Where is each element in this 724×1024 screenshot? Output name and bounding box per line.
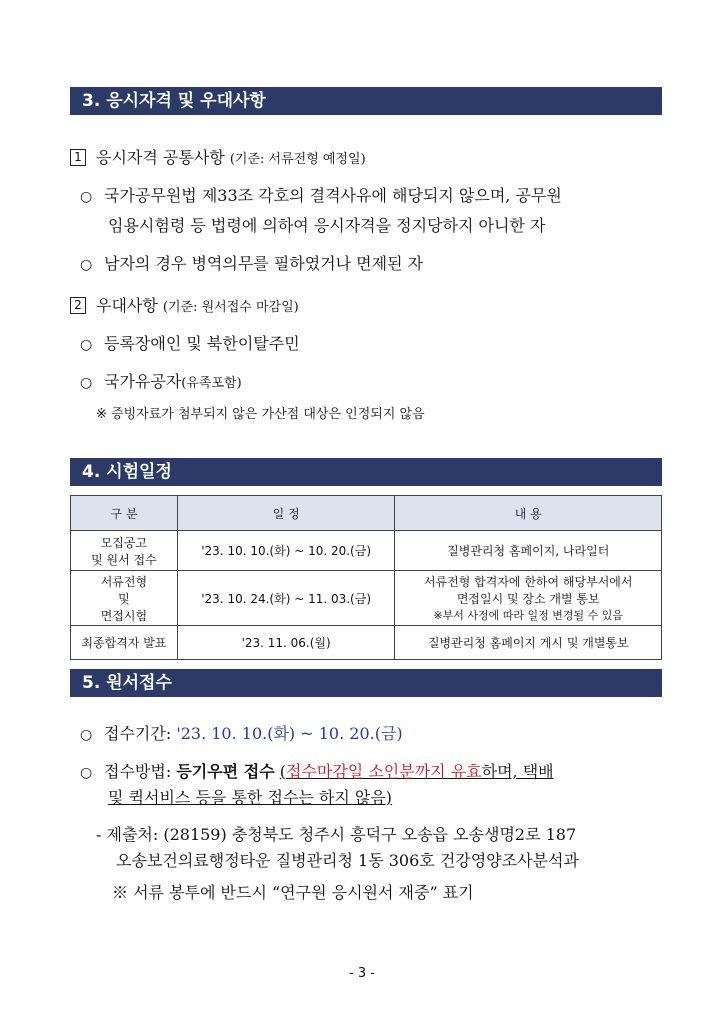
qualification-bullet-1 (80, 183, 562, 206)
table-header-category: 구 분 (71, 496, 178, 531)
category-line: 최종합격자 발표 (81, 636, 167, 650)
bullet-icon: ○ (80, 337, 93, 353)
section-4-title: 4. 시험일정 (82, 462, 172, 482)
category-line: 및 (118, 591, 130, 606)
qualification-title: 응시자격 공통사항 (96, 148, 225, 167)
section-3-header (70, 87, 662, 115)
application-method (80, 759, 554, 782)
preference-remark-text: ※ 증빙자료가 첨부되지 않은 가산점 대상은 인정되지 않음 (96, 407, 425, 422)
section-3-title: 3. 응시자격 및 우대사항 (82, 91, 266, 111)
preference-remark (96, 403, 425, 422)
preference-bullet-2-sub: (유족포함) (181, 376, 242, 391)
preference-note: (기준: 원서접수 마감일) (162, 300, 299, 315)
content-line: ※부서 사정에 따라 일정 변경될 수 있음 (433, 609, 624, 622)
table-header-schedule: 일 정 (177, 496, 395, 531)
envelope-remark (112, 880, 474, 903)
preference-bullet-2-main: 국가유공자 (104, 372, 182, 391)
table-cell-schedule: '23. 10. 24.(화) ~ 11. 03.(금) (177, 571, 395, 626)
application-method-note (280, 762, 554, 781)
table-cell-schedule: '23. 10. 10.(화) ~ 10. 20.(금) (177, 531, 395, 571)
category-line: 및 원서 접수 (91, 552, 157, 567)
item-number-1: 1 (70, 149, 86, 166)
table-cell-category (71, 626, 178, 660)
application-period (80, 721, 403, 744)
item-number-2: 2 (70, 297, 86, 314)
content-line: 서류전형 합격자에 한하여 해당부서에서 (423, 575, 633, 589)
category-line: 면접시험 (100, 608, 148, 623)
category-line: 모집공고 (100, 535, 148, 550)
bullet-icon: ○ (80, 257, 93, 273)
application-period-value: '23. 10. 10.(화) ~ 10. 20.(금) (176, 724, 403, 743)
bullet-icon: ○ (80, 765, 93, 781)
application-method-line2: 및 퀵서비스 등을 통한 접수는 하지 않음) (108, 788, 393, 807)
category-line: 서류전형 (100, 574, 148, 589)
preference-bullet-1-text: 등록장애인 및 북한이탈주민 (104, 334, 300, 353)
table-row (71, 626, 662, 660)
table-header-content: 내 용 (395, 496, 662, 531)
section-4-header (70, 458, 662, 486)
preference-heading (70, 293, 299, 316)
qualification-bullet-1-line2: 임용시험령 등 법령에 의하여 응시자격을 정지당하지 아니한 자 (108, 216, 546, 235)
qualification-heading (70, 145, 366, 168)
preference-title: 우대사항 (96, 296, 158, 315)
qualification-bullet-2-text: 남자의 경우 병역의무를 필하였거나 면제된 자 (104, 254, 424, 273)
submission-address-cont (116, 848, 579, 871)
bullet-icon: ○ (80, 189, 93, 205)
table-header-row (71, 496, 662, 531)
section-5-title: 5. 원서접수 (82, 673, 172, 693)
qualification-bullet-1-cont (108, 213, 545, 236)
application-period-label: 접수기간: (104, 724, 172, 743)
table-cell-content (395, 531, 662, 571)
application-method-cont (108, 785, 392, 808)
qualification-bullet-1-line1: 국가공무원법 제33조 각호의 결격사유에 해당되지 않으며, 공무원 (104, 186, 562, 205)
qualification-note: (기준: 서류전형 예정일) (229, 152, 366, 167)
content-line: 면접일시 및 장소 개별 통보 (456, 592, 600, 606)
table-cell-schedule: '23. 11. 06.(월) (177, 626, 395, 660)
table-row (71, 571, 662, 626)
submission-address-line2: 오송보건의료행정타운 질병관리청 1동 306호 건강영양조사분석과 (116, 851, 579, 870)
application-method-label: 접수방법: (104, 762, 172, 781)
submission-address (96, 822, 576, 845)
table-row (71, 531, 662, 571)
content-line: 질병관리청 홈페이지 게시 및 개별통보 (427, 636, 629, 650)
bullet-icon: ○ (80, 727, 93, 743)
bullet-icon: ○ (80, 375, 93, 391)
table-cell-content (395, 626, 662, 660)
section-5-header (70, 669, 662, 697)
table-cell-category (71, 531, 178, 571)
paren-open: ( (279, 762, 286, 781)
page-number: - 3 - (349, 966, 375, 981)
envelope-remark-text: ※ 서류 봉투에 반드시 “연구원 응시원서 재중” 표기 (112, 883, 474, 902)
table-cell-content (395, 571, 662, 626)
preference-bullet-1 (80, 331, 300, 354)
qualification-bullet-2 (80, 251, 423, 274)
application-method-deadline: 접수마감일 소인분까지 유효 (285, 762, 482, 781)
table-cell-category (71, 571, 178, 626)
application-method-value: 등기우편 접수 (176, 762, 275, 781)
submission-address-line1: - 제출처: (28159) 충청북도 청주시 흥덕구 오송읍 오송생명2로 187 (96, 825, 577, 844)
content-line: 질병관리청 홈페이지, 나라일터 (447, 544, 610, 558)
application-method-rest: 하며, 택배 (481, 762, 554, 781)
preference-bullet-2 (80, 369, 242, 392)
schedule-table (70, 495, 662, 660)
